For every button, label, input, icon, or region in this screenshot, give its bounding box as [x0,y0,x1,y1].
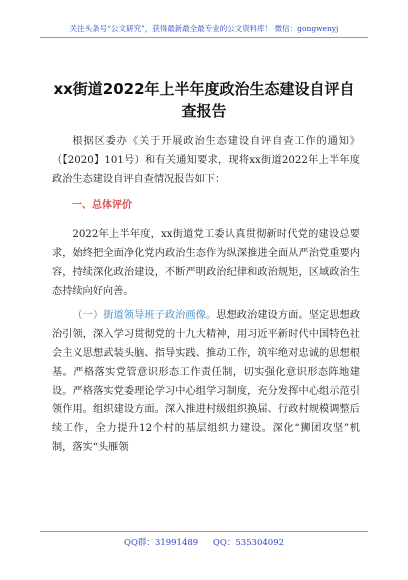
header-divider [40,37,368,38]
subsection-1-heading: （一）街道领导班子政治画像。 [72,310,217,322]
page-header-banner: 关注头条号“公文研究”，获得最新最全最专业的公文资料库！ 微信：gongwenyj [69,24,339,33]
document-body [52,133,360,458]
footer-divider [40,531,368,532]
footer-qq-number: QQ：535304092 [212,538,284,548]
title-line-1: xx街道2022年上半年度政治生态建设自评自 [53,80,355,98]
subsection-1-text: 思想政治建设方面。坚定思想政治引领，深入学习贯彻党的十九大精神，用习近平新时代中国特色社会主义思想武装头脑、指导实践、推动工作，筑牢绝对忠诚的思想根基。严格落实党管意识形态工作责任制，切实强化意识形态阵地建设。严格落实党委理论学习中心组学习制度，充分发挥中心组示范引领作用。组织建设方面。深入推进村级组织换届、行政村规模调整后续工作，全力提升12个村的基层组织力建设。深化“狮团攻坚”机制，落实“头雁领 [52,310,361,453]
subsection-1-paragraph [52,307,360,457]
page-footer [0,536,408,548]
section-1-paragraph: 2022年上半年度，xx街道党工委认真贯彻新时代党的建设总要求，始终把全面净化党内政治生态作为纵深推进全面从严治党重要内容，持续深化政治建设，不断严明政治纪律和政治规矩，区域政治生态持续向好向善。 [52,229,360,297]
document-title [50,78,358,122]
title-line-2: 查报告 [181,102,227,120]
section-1-heading: 一、总体评价 [72,200,132,212]
intro-paragraph: 根据区委办《关于开展政治生态建设自评自查工作的通知》（【2020】101号）和有关通知要求，现将xx街道2022年上半年度政治生态建设自评自查情况报告如下： [52,136,360,185]
footer-qq-group: QQ群：31991489 [123,538,199,548]
